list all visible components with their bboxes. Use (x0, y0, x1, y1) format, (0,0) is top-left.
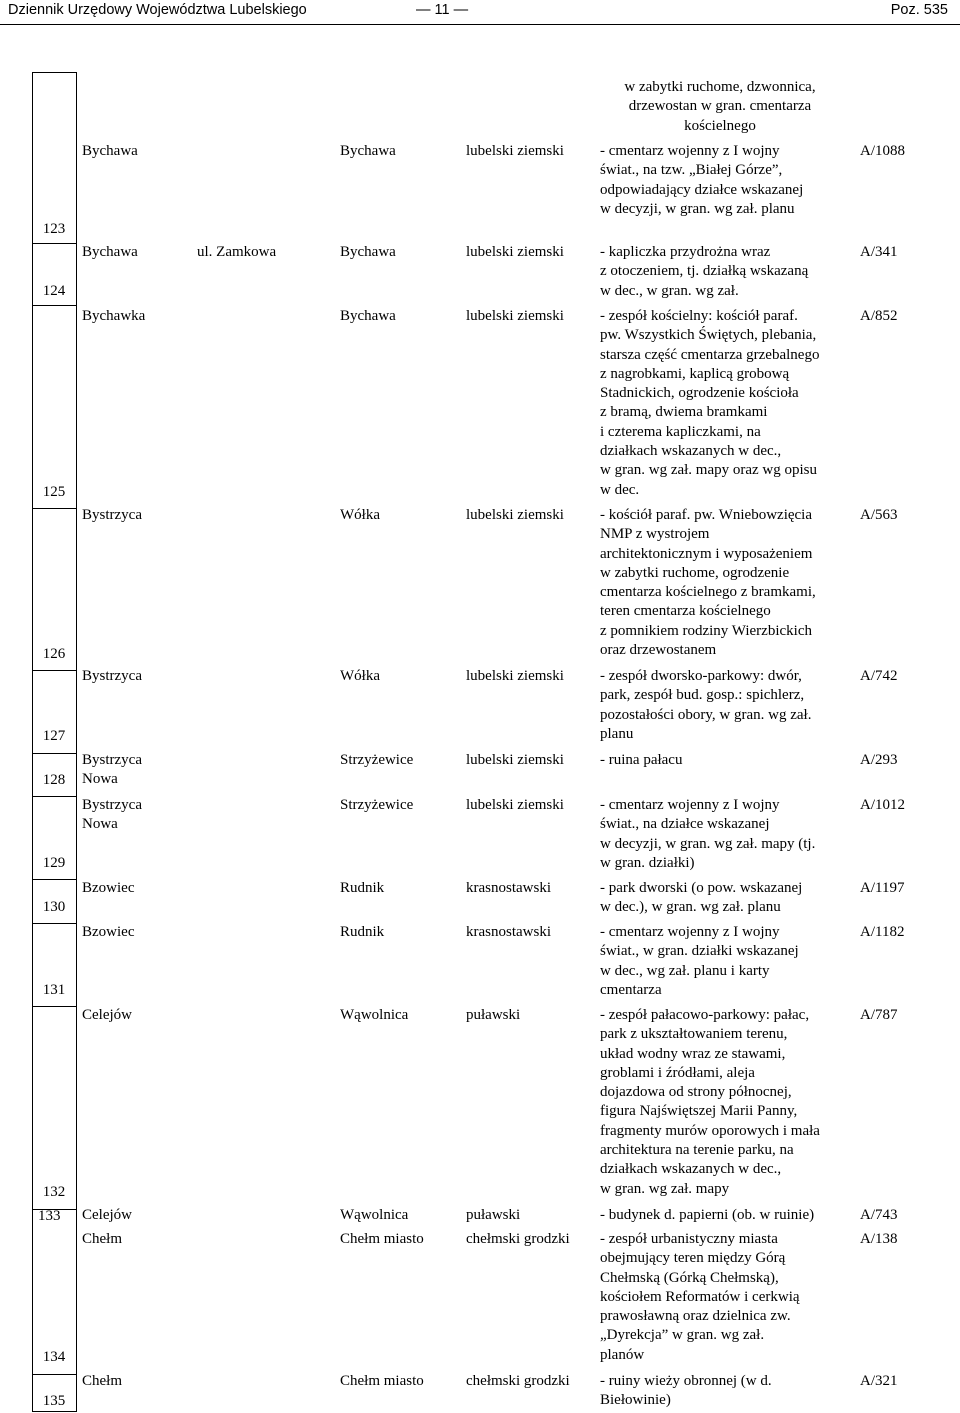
header-rule (0, 24, 960, 25)
place-name: Celejów (82, 1007, 132, 1023)
place-name: Bzowiec (82, 924, 135, 940)
row-divider (32, 1006, 76, 1007)
row-number: 123 (42, 221, 66, 237)
register-number: A/1088 (860, 143, 905, 159)
place-name: Bystrzyca Nowa (82, 797, 142, 833)
powiat: krasnostawski (466, 924, 551, 940)
position-number: Poz. 535 (890, 2, 948, 18)
gmina: Strzyżewice (340, 752, 414, 768)
monument-description: - kapliczka przydrożna wraz z otoczeniem, tj. działką wskazaną w dec., w gran. wg zał. (600, 244, 809, 299)
monument-description: - park dworski (o pow. wskazanej w dec.), w gran. wg zał. planu (600, 880, 803, 916)
register-number: A/321 (860, 1373, 898, 1389)
monument-description: - cmentarz wojenny z I wojny świat., w gran. działki wskazanej w dec., wg zał. planu i karty cmentarza (600, 924, 799, 998)
column-line-right (76, 72, 77, 1412)
row-divider (32, 72, 76, 73)
powiat: chełmski grodzki (466, 1231, 570, 1247)
monument-description: - kościół paraf. pw. Wniebowzięcia NMP z wystrojem architektonicznym i wyposażeniem w zabytki ruchome, ogrodzenie cmentarza kościelnego z bramkami, teren cmentarza kościelnego z pomnikiem rodziny Wierzbickich oraz drzewostanem (600, 507, 816, 659)
powiat: puławski (466, 1207, 521, 1223)
continuation-description: w zabytki ruchome, dzwonnica, drzewostan w gran. cmentarza kościelnego (624, 79, 816, 134)
monument-description: - zespół urbanistyczny miasta obejmujący teren między Górą Chełmską (Górką Chełmską), kościołem Reformatów i cerkwią prawosławną oraz dzielnica zw. „Dyrekcja” w gran. wg zał. planów (600, 1231, 800, 1363)
place-name: Bychawa (82, 143, 138, 159)
place-name: Celejów (82, 1207, 132, 1223)
place-name: Bychawa (82, 244, 138, 260)
powiat: puławski (466, 1007, 521, 1023)
register-number: A/563 (860, 507, 898, 523)
row-divider (32, 753, 76, 754)
row-divider (32, 670, 76, 671)
powiat: lubelski ziemski (466, 668, 564, 684)
gmina: Wąwolnica (340, 1207, 409, 1223)
monument-description: - cmentarz wojenny z I wojny świat., na działce wskazanej w decyzji, w gran. wg zał. mapy (tj. w gran. działki) (600, 797, 816, 871)
street: ul. Zamkowa (197, 244, 277, 260)
register-number: A/293 (860, 752, 898, 768)
gmina: Bychawa (340, 308, 396, 324)
powiat: lubelski ziemski (466, 752, 564, 768)
row-number: 126 (42, 646, 66, 662)
powiat: chełmski grodzki (466, 1373, 570, 1389)
gmina: Rudnik (340, 880, 385, 896)
row-number: 127 (42, 728, 66, 744)
monument-description: - zespół dworsko-parkowy: dwór, park, zespół bud. gosp.: spichlerz, pozostałości obory, w gran. wg zał. planu (600, 668, 812, 742)
powiat: lubelski ziemski (466, 797, 564, 813)
row-number: 129 (42, 855, 66, 871)
gmina: Bychawa (340, 244, 396, 260)
powiat: lubelski ziemski (466, 308, 564, 324)
row-number: 134 (42, 1349, 66, 1365)
powiat: lubelski ziemski (466, 143, 564, 159)
monument-description: - ruiny wieży obronnej (w d. Biełowinie) (600, 1373, 772, 1409)
row-divider (32, 508, 76, 509)
row-number: 124 (42, 283, 66, 299)
monument-description: - ruina pałacu (600, 752, 683, 768)
journal-title: Dziennik Urzędowy Województwa Lubelskiego (8, 2, 307, 18)
register-number: A/138 (860, 1231, 898, 1247)
row-number: 131 (42, 982, 66, 998)
row-divider (32, 305, 76, 306)
place-name: Bychawka (82, 308, 146, 324)
row-number: 132 (42, 1184, 66, 1200)
row-divider (32, 879, 76, 880)
monument-description: - zespół kościelny: kościół paraf. pw. Wszystkich Świętych, plebania, starsza część cmentarza grzebalnego z nagrobkami, kaplicą grobową Stadnickich, ogrodzenie kościoła z bramą, dwiema bramkami i czterema kapliczkami, na działkach wskazanych w dec., w gran. wg zał. mapy oraz wg opisu w dec. (600, 308, 820, 498)
place-name: Chełm (82, 1373, 122, 1389)
register-number: A/742 (860, 668, 898, 684)
page-header (0, 0, 960, 24)
place-name: Bystrzyca (82, 668, 142, 684)
gmina: Chełm miasto (340, 1373, 424, 1389)
row-number: 130 (42, 899, 66, 915)
register-number: A/1182 (860, 924, 905, 940)
place-name: Bzowiec (82, 880, 135, 896)
row-number: 125 (42, 484, 66, 500)
row-number: 128 (42, 772, 66, 788)
gmina: Bychawa (340, 143, 396, 159)
row-number: 133 (38, 1208, 61, 1224)
gmina: Wąwolnica (340, 1007, 409, 1023)
powiat: lubelski ziemski (466, 507, 564, 523)
gmina: Chełm miasto (340, 1231, 424, 1247)
page-number: — 11 — (416, 2, 469, 18)
register-number: A/787 (860, 1007, 898, 1023)
table-bottom-rule (32, 1411, 76, 1412)
row-divider (32, 796, 76, 797)
register-number: A/743 (860, 1207, 898, 1223)
monument-description: - budynek d. papierni (ob. w ruinie) (600, 1207, 815, 1223)
row-divider (32, 1374, 76, 1375)
row-divider (32, 923, 76, 924)
register-number: A/852 (860, 308, 898, 324)
gmina: Rudnik (340, 924, 385, 940)
monument-description: - cmentarz wojenny z I wojny świat., na tzw. „Białej Górze”, odpowiadający działce wskazanej w decyzji, w gran. wg zał. planu (600, 143, 804, 217)
gmina: Wółka (340, 668, 380, 684)
register-number: A/341 (860, 244, 898, 260)
gmina: Wółka (340, 507, 380, 523)
gmina: Strzyżewice (340, 797, 414, 813)
monument-description: - zespół pałacowo-parkowy: pałac, park z ukształtowaniem terenu, układ wodny wraz ze stawami, groblami i źródłami, aleja dojazdowa od strony północnej, figura Najświętszej Marii Panny, fragmenty murów oporowych i mała architektura na terenie parku, na działkach wskazanych w dec., w gran. wg zał. mapy (600, 1007, 820, 1197)
row-divider (32, 243, 76, 244)
place-name: Bystrzyca (82, 507, 142, 523)
place-name: Chełm (82, 1231, 122, 1247)
row-number: 135 (42, 1393, 66, 1409)
register-number: A/1197 (860, 880, 905, 896)
place-name: Bystrzyca Nowa (82, 752, 142, 788)
powiat: krasnostawski (466, 880, 551, 896)
register-number: A/1012 (860, 797, 905, 813)
powiat: lubelski ziemski (466, 244, 564, 260)
